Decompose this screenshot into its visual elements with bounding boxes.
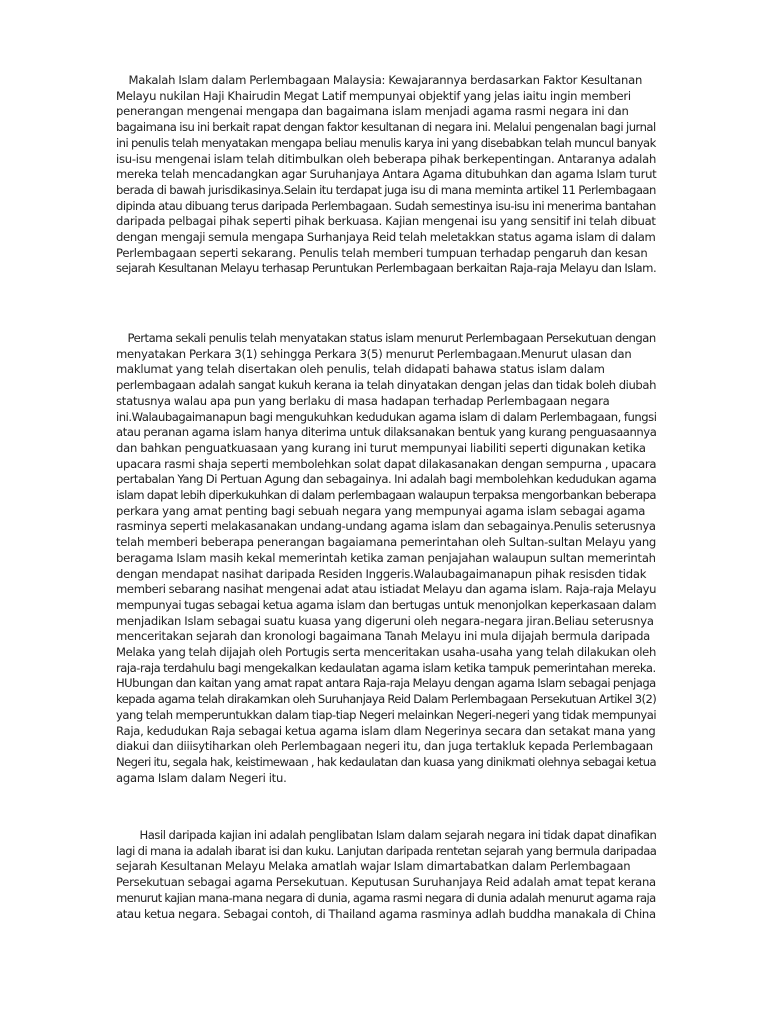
text-line: Melaka yang telah dijajah oleh Portugis serta menceritakan usaha-usaha yang telah dilakukan oleh bbox=[116, 645, 656, 660]
text-line: menyatakan Perkara 3(1) sehingga Perkara 3(5) menurut Perlembagaan.Menurut ulasan dan bbox=[116, 346, 632, 361]
text-line: berada di bawah jurisdikasinya.Selain itu terdapat juga isu di mana meminta artikel 11 Perlembagaan bbox=[116, 182, 656, 197]
text-line: mempunyai tugas sebagai ketua agama islam dan bertugas untuk menonjolkan keperkasaan dalam bbox=[116, 597, 657, 612]
paragraph-body bbox=[116, 331, 656, 786]
text-line: dipinda atau dibuang terus daripada Perlembagaan. Sudah semestinya isu-isu ini menerima bantahan bbox=[116, 198, 656, 213]
text-line: memberi sebarang nasihat mengenai adat atau istiadat Melayu dan agama islam. Raja-raja Melayu bbox=[116, 582, 657, 597]
text-line: atau peranan agama islam hanya diterima untuk dilaksanakan bentuk yang kurang penguasaannya bbox=[116, 425, 657, 440]
text-line: daripada pelbagai pihak seperti pihak berkuasa. Kajian mengenai isu yang sensitif ini telah dibuat bbox=[116, 214, 656, 229]
text-line: isu-isu mengenai islam telah ditimbulkan oleh beberapa pihak berkepentingan. Antaranya adalah bbox=[116, 151, 657, 166]
text-line: yang telah memperuntukkan dalam tiap-tiap Negeri melainkan Negeri-negeri yang tidak mempunyai bbox=[116, 707, 657, 722]
text-line: Pertama sekali penulis telah menyatakan status islam menurut Perlembagaan Persekutuan dengan bbox=[116, 331, 656, 345]
text-line: statusnya walau apa pun yang berlaku di masa hadapan terhadap Perlembagaan negara bbox=[116, 393, 610, 408]
text-line: ini penulis telah menyatakan mengapa beliau menulis karya ini yang disebabkan telah muncul banyak bbox=[116, 135, 656, 150]
paragraph-conclusion bbox=[116, 828, 656, 922]
text-line: ini.Walaubagaimanapun bagi mengukuhkan kedudukan agama islam di dalam Perlembagaan, fungsi bbox=[116, 409, 657, 424]
text-line: diakui dan diiisytiharkan oleh Perlembagaan negeri itu, dan juga tertakluk kepada Perlembagaan bbox=[116, 739, 653, 754]
text-line: HUbungan dan kaitan yang amat rapat antara Raja-raja Melayu dengan agama Islam sebagai penjaga bbox=[116, 676, 656, 691]
text-line: Perlembagaan seperti sekarang. Penulis telah memberi tumpuan terhadap pengaruh dan kesan bbox=[116, 245, 648, 260]
text-line: Hasil daripada kajian ini adalah penglibatan Islam dalam sejarah negara ini tidak dapat dinafikan bbox=[116, 828, 657, 842]
text-line: Makalah Islam dalam Perlembagaan Malaysia: Kewajarannya berdasarkan Faktor Kesultanan bbox=[116, 73, 643, 87]
text-line: telah memberi beberapa penerangan bagaiamana pemerintahan oleh Sultan-sultan Melayu yang bbox=[116, 535, 657, 550]
text-line: sejarah Kesultanan Melayu terhasap Peruntukan Perlembagaan berkaitan Raja-raja Melayu dan Islam. bbox=[116, 261, 657, 276]
text-line: Persekutuan sebagai agama Persekutuan. Keputusan Suruhanjaya Reid adalah amat tepat kerana bbox=[116, 875, 656, 890]
text-line: atau ketua negara. Sebagai contoh, di Thailand agama rasminya adlah buddha manakala di China bbox=[116, 906, 656, 921]
text-line: bagaimana isu ini berkait rapat dengan faktor kesultanan di negara ini. Melalui pengenalan bagi jurnal bbox=[116, 120, 656, 135]
text-line: menceritakan sejarah dan kronologi bagaimana Tanah Melayu ini mula dijajah bermula daripada bbox=[116, 629, 651, 644]
text-line: pertabalan Yang Di Pertuan Agung dan sebagainya. Ini adalah bagi membolehkan kedudukan agama bbox=[116, 472, 657, 487]
text-line: islam dapat lebih diperkukuhkan di dalam perlembagaan walaupun terpaksa mengorbankan beberapa bbox=[116, 488, 656, 503]
text-line: menjadikan Islam sebagai suatu kuasa yang digeruni oleh negara-negara jiran.Beliau seterusnya bbox=[116, 613, 654, 628]
text-line: beragama Islam masih kekal memerintah ketika zaman penjajahan walaupun sultan memerintah bbox=[116, 550, 656, 565]
text-line: Raja, kedudukan Raja sebagai ketua agama islam dlam Negerinya secara dan setakat mana yang bbox=[116, 723, 656, 738]
text-line: Negeri itu, segala hak, keistimewaan , hak kedaulatan dan kuasa yang dinikmati olehnya sebagai ketua bbox=[116, 754, 656, 769]
text-line: dengan mendapat nasihat daripada Residen Inggeris.Walaubagaimanapun pihak resisden tidak bbox=[116, 566, 647, 581]
text-line: upacara rasmi shaja seperti membolehkan solat dapat dilakasanakan dengan sempurna , upacara bbox=[116, 456, 657, 471]
text-line: perlembagaan adalah sangat kukuh kerana ia telah dinyatakan dengan jelas dan tidak boleh diubah bbox=[116, 378, 657, 393]
text-line: penerangan mengenai mengapa dan bagaimana islam menjadi agama rasmi negara ini dan bbox=[116, 104, 629, 119]
text-line: mereka telah mencadangkan agar Suruhanjaya Antara Agama ditubuhkan dan agama Islam turut bbox=[116, 167, 657, 182]
text-line: dan bahkan penguatkuasaan yang kurang ini turut mempunyai liabiliti seperti digunakan ketika bbox=[116, 440, 646, 455]
text-line: Melayu nukilan Haji Khairudin Megat Latif mempunyai objektif yang jelas iaitu ingin memberi bbox=[116, 88, 631, 103]
text-line: perkara yang amat penting bagi sebuah negara yang mempunyai agama islam sebagai agama bbox=[116, 503, 646, 518]
text-line: lagi di mana ia adalah ibarat isi dan kuku. Lanjutan daripada rentetan sejarah yang bermula daripadaa bbox=[116, 843, 657, 858]
text-line: sejarah Kesultanan Melayu Melaka amatlah wajar Islam dimartabatkan dalam Perlembagaan bbox=[116, 859, 631, 874]
text-line: raja-raja terdahulu bagi mengekalkan kedaulatan agama islam ketika tampuk pemerintahan mereka. bbox=[116, 660, 656, 675]
paragraph-introduction bbox=[116, 73, 656, 277]
text-line: rasminya seperti melakasanakan undang-undang agama islam dan sebagainya.Penulis seterusnya bbox=[116, 519, 656, 534]
text-line: kepada agama telah dirakamkan oleh Suruhanjaya Reid Dalam Perlembagaan Persekutuan Artikel 3(2) bbox=[116, 692, 657, 707]
text-line: dengan mengaji semula mengapa Surhanjaya Reid telah meletakkan status agama islam di dalam bbox=[116, 230, 656, 245]
text-line: menurut kajian mana-mana negara di dunia, agama rasmi negara di dunia adalah menurut agama raja bbox=[116, 890, 656, 905]
text-line: agama Islam dalam Negeri itu. bbox=[116, 770, 287, 785]
text-line: maklumat yang telah disertakan oleh penulis, telah didapati bahawa status islam dalam bbox=[116, 362, 605, 377]
